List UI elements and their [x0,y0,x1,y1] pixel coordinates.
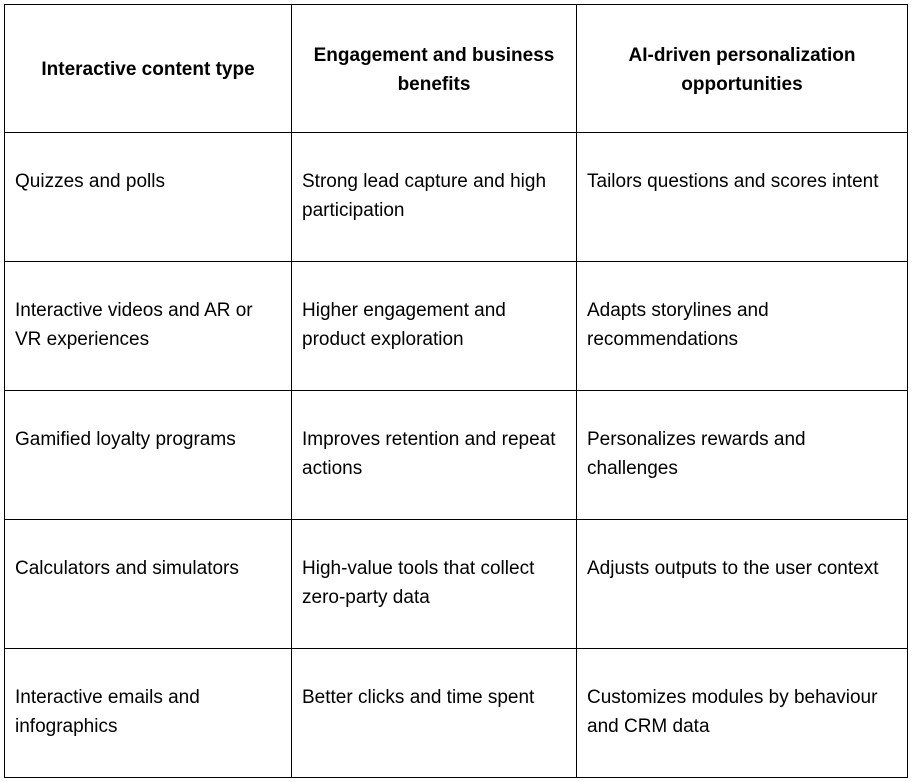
cell-content-type: Interactive videos and AR or VR experiences [5,262,292,391]
cell-personalization: Personalizes rewards and challenges [577,391,908,520]
cell-personalization: Adjusts outputs to the user context [577,520,908,649]
table-row [5,649,908,778]
cell-content-type: Gamified loyalty programs [5,391,292,520]
table-row [5,391,908,520]
cell-benefits: Better clicks and time spent [292,649,577,778]
cell-personalization: Tailors questions and scores intent [577,133,908,262]
cell-content-type: Calculators and simulators [5,520,292,649]
cell-benefits: Strong lead capture and high participation [292,133,577,262]
cell-personalization: Customizes modules by behaviour and CRM data [577,649,908,778]
header-ai-personalization: AI-driven personalization opportunities [577,5,908,133]
cell-benefits: High-value tools that collect zero-party data [292,520,577,649]
table-row [5,262,908,391]
header-engagement-benefits: Engagement and business benefits [292,5,577,133]
table-row [5,520,908,649]
cell-content-type: Quizzes and polls [5,133,292,262]
cell-content-type: Interactive emails and infographics [5,649,292,778]
content-type-table [4,4,908,778]
cell-benefits: Improves retention and repeat actions [292,391,577,520]
cell-personalization: Adapts storylines and recommendations [577,262,908,391]
header-content-type: Interactive content type [5,5,292,133]
table-row [5,133,908,262]
table-header-row [5,5,908,133]
cell-benefits: Higher engagement and product exploration [292,262,577,391]
